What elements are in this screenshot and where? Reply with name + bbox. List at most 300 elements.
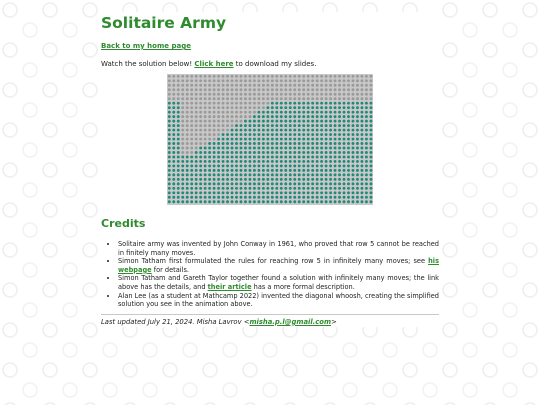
board-peg xyxy=(352,155,355,158)
board-peg xyxy=(248,142,251,145)
board-hole xyxy=(177,97,180,100)
credit-text: Simon Tatham and Gareth Taylor together found a solution with infinitely many moves; the link above has the details, and xyxy=(118,274,439,291)
board-peg xyxy=(369,138,372,141)
board-peg xyxy=(208,200,211,203)
board-peg xyxy=(316,124,319,127)
board-hole xyxy=(199,97,202,100)
board-peg xyxy=(262,182,265,185)
board-peg xyxy=(199,178,202,181)
board-hole xyxy=(217,102,220,105)
download-slides-link[interactable]: Click here xyxy=(194,60,234,68)
board-peg xyxy=(208,187,211,190)
board-peg xyxy=(199,173,202,176)
board-peg xyxy=(172,151,175,154)
board-peg xyxy=(257,138,260,141)
board-peg xyxy=(257,169,260,172)
board-peg xyxy=(280,124,283,127)
board-peg xyxy=(338,182,341,185)
board-peg xyxy=(253,182,256,185)
board-hole xyxy=(360,79,363,82)
board-peg xyxy=(186,178,189,181)
board-peg xyxy=(298,160,301,163)
board-hole xyxy=(262,88,265,91)
board-hole xyxy=(168,93,171,96)
board-hole xyxy=(298,75,301,78)
board-hole xyxy=(181,84,184,87)
board-hole xyxy=(181,75,184,78)
board-peg xyxy=(320,124,323,127)
board-peg xyxy=(302,178,305,181)
board-hole xyxy=(231,124,234,127)
board-peg xyxy=(172,102,175,105)
board-peg xyxy=(226,147,229,150)
board-hole xyxy=(257,102,260,105)
board-peg xyxy=(190,191,193,194)
board-peg xyxy=(352,147,355,150)
board-peg xyxy=(240,160,243,163)
board-peg xyxy=(311,133,314,136)
board-hole xyxy=(329,93,332,96)
board-peg xyxy=(320,120,323,123)
credit-item xyxy=(118,274,439,291)
board-peg xyxy=(248,120,251,123)
board-peg xyxy=(289,164,292,167)
board-peg xyxy=(213,187,216,190)
board-peg xyxy=(284,178,287,181)
board-hole xyxy=(316,93,319,96)
board-peg xyxy=(231,133,234,136)
board-hole xyxy=(244,84,247,87)
board-peg xyxy=(253,142,256,145)
board-peg xyxy=(168,187,171,190)
board-peg xyxy=(177,160,180,163)
board-peg xyxy=(365,120,368,123)
board-peg xyxy=(311,160,314,163)
board-peg xyxy=(316,164,319,167)
board-peg xyxy=(343,129,346,132)
board-peg xyxy=(365,124,368,127)
board-hole xyxy=(248,111,251,114)
board-hole xyxy=(248,102,251,105)
board-peg xyxy=(240,138,243,141)
board-hole xyxy=(190,111,193,114)
board-hole xyxy=(195,75,198,78)
board-hole xyxy=(280,88,283,91)
board-peg xyxy=(262,147,265,150)
board-hole xyxy=(213,97,216,100)
board-hole xyxy=(244,115,247,118)
board-hole xyxy=(222,93,225,96)
board-peg xyxy=(316,191,319,194)
board-peg xyxy=(302,142,305,145)
board-peg xyxy=(253,138,256,141)
board-peg xyxy=(343,138,346,141)
board-peg xyxy=(365,142,368,145)
board-peg xyxy=(338,133,341,136)
board-hole xyxy=(266,97,269,100)
board-hole xyxy=(257,88,260,91)
board-peg xyxy=(217,160,220,163)
board-peg xyxy=(177,191,180,194)
board-peg xyxy=(235,200,238,203)
board-peg xyxy=(199,147,202,150)
board-hole xyxy=(266,88,269,91)
board-peg xyxy=(177,120,180,123)
board-peg xyxy=(338,164,341,167)
board-hole xyxy=(213,115,216,118)
board-hole xyxy=(181,142,184,145)
board-hole xyxy=(195,111,198,114)
board-peg xyxy=(235,191,238,194)
board-peg xyxy=(369,187,372,190)
board-peg xyxy=(172,124,175,127)
board-peg xyxy=(320,160,323,163)
board-hole xyxy=(266,75,269,78)
board-peg xyxy=(280,142,283,145)
board-peg xyxy=(240,129,243,132)
board-peg xyxy=(231,173,234,176)
board-peg xyxy=(356,151,359,154)
board-peg xyxy=(289,182,292,185)
board-peg xyxy=(172,155,175,158)
board-hole xyxy=(235,97,238,100)
board-hole xyxy=(320,93,323,96)
board-peg xyxy=(347,187,350,190)
board-peg xyxy=(244,178,247,181)
board-peg xyxy=(334,124,337,127)
board-peg xyxy=(231,196,234,199)
board-peg xyxy=(257,173,260,176)
board-peg xyxy=(244,129,247,132)
board-peg xyxy=(293,178,296,181)
board-peg xyxy=(338,173,341,176)
board-hole xyxy=(316,79,319,82)
email-link[interactable]: misha.p.l@gmail.com xyxy=(249,317,332,326)
board-peg xyxy=(168,147,171,150)
board-peg xyxy=(199,191,202,194)
board-peg xyxy=(325,196,328,199)
board-peg xyxy=(172,120,175,123)
board-peg xyxy=(190,187,193,190)
board-peg xyxy=(213,200,216,203)
board-peg xyxy=(338,102,341,105)
board-peg xyxy=(307,106,310,109)
board-peg xyxy=(338,178,341,181)
board-hole xyxy=(240,93,243,96)
board-peg xyxy=(275,187,278,190)
board-hole xyxy=(199,115,202,118)
board-hole xyxy=(275,93,278,96)
board-hole xyxy=(266,93,269,96)
board-peg xyxy=(360,133,363,136)
board-peg xyxy=(271,191,274,194)
board-peg xyxy=(311,120,314,123)
board-peg xyxy=(284,173,287,176)
board-hole xyxy=(222,102,225,105)
board-peg xyxy=(253,196,256,199)
board-peg xyxy=(172,115,175,118)
board-peg xyxy=(311,178,314,181)
board-hole xyxy=(199,129,202,132)
board-peg xyxy=(320,191,323,194)
board-peg xyxy=(262,115,265,118)
board-peg xyxy=(168,178,171,181)
board-peg xyxy=(325,147,328,150)
board-peg xyxy=(213,142,216,145)
board-peg xyxy=(356,124,359,127)
board-peg xyxy=(329,106,332,109)
board-hole xyxy=(217,88,220,91)
board-peg xyxy=(334,129,337,132)
board-hole xyxy=(217,93,220,96)
board-hole xyxy=(217,124,220,127)
board-hole xyxy=(222,106,225,109)
board-peg xyxy=(222,160,225,163)
board-peg xyxy=(307,102,310,105)
board-hole xyxy=(195,88,198,91)
board-peg xyxy=(298,151,301,154)
board-peg xyxy=(334,151,337,154)
board-peg xyxy=(369,142,372,145)
board-peg xyxy=(284,191,287,194)
board-peg xyxy=(231,200,234,203)
board-hole xyxy=(195,102,198,105)
board-hole xyxy=(181,88,184,91)
board-peg xyxy=(360,200,363,203)
board-hole xyxy=(177,75,180,78)
board-peg xyxy=(338,160,341,163)
board-peg xyxy=(222,138,225,141)
board-peg xyxy=(262,142,265,145)
board-peg xyxy=(369,106,372,109)
board-peg xyxy=(360,124,363,127)
board-peg xyxy=(298,111,301,114)
board-hole xyxy=(356,88,359,91)
board-hole xyxy=(213,88,216,91)
board-peg xyxy=(226,200,229,203)
board-peg xyxy=(172,187,175,190)
board-hole xyxy=(208,106,211,109)
board-hole xyxy=(235,84,238,87)
board-peg xyxy=(217,196,220,199)
board-peg xyxy=(311,196,314,199)
board-hole xyxy=(217,115,220,118)
board-peg xyxy=(168,129,171,132)
board-peg xyxy=(293,120,296,123)
board-hole xyxy=(168,84,171,87)
board-peg xyxy=(320,169,323,172)
board-peg xyxy=(284,182,287,185)
board-hole xyxy=(190,102,193,105)
board-hole xyxy=(213,102,216,105)
board-hole xyxy=(208,79,211,82)
board-peg xyxy=(280,187,283,190)
board-peg xyxy=(262,124,265,127)
board-peg xyxy=(352,191,355,194)
board-hole xyxy=(181,138,184,141)
board-peg xyxy=(298,187,301,190)
board-hole xyxy=(195,93,198,96)
board-hole xyxy=(199,102,202,105)
board-peg xyxy=(369,164,372,167)
board-peg xyxy=(257,182,260,185)
board-peg xyxy=(311,173,314,176)
board-hole xyxy=(352,75,355,78)
board-hole xyxy=(275,97,278,100)
board-peg xyxy=(235,178,238,181)
credit-text: Simon Tatham first formulated the rules for reaching row 5 in infinitely many moves; see xyxy=(118,257,429,266)
board-hole xyxy=(302,75,305,78)
board-peg xyxy=(168,191,171,194)
board-peg xyxy=(253,160,256,163)
board-peg xyxy=(289,120,292,123)
board-hole xyxy=(222,88,225,91)
board-peg xyxy=(347,182,350,185)
board-hole xyxy=(190,79,193,82)
board-peg xyxy=(347,155,350,158)
board-peg xyxy=(298,191,301,194)
board-hole xyxy=(168,88,171,91)
board-peg xyxy=(235,155,238,158)
board-peg xyxy=(213,182,216,185)
board-hole xyxy=(293,84,296,87)
board-peg xyxy=(213,169,216,172)
board-peg xyxy=(298,120,301,123)
board-peg xyxy=(325,178,328,181)
board-peg xyxy=(271,102,274,105)
board-peg xyxy=(244,182,247,185)
board-hole xyxy=(266,102,269,105)
board-peg xyxy=(262,111,265,114)
board-peg xyxy=(316,133,319,136)
board-hole xyxy=(235,106,238,109)
board-peg xyxy=(181,182,184,185)
board-peg xyxy=(347,106,350,109)
board-peg xyxy=(329,120,332,123)
board-peg xyxy=(307,191,310,194)
board-peg xyxy=(253,124,256,127)
board-peg xyxy=(280,102,283,105)
board-hole xyxy=(302,93,305,96)
board-hole xyxy=(347,84,350,87)
board-peg xyxy=(280,129,283,132)
board-hole xyxy=(186,120,189,123)
board-hole xyxy=(199,75,202,78)
board-peg xyxy=(334,169,337,172)
board-peg xyxy=(334,106,337,109)
board-peg xyxy=(320,182,323,185)
board-peg xyxy=(347,200,350,203)
board-hole xyxy=(253,97,256,100)
board-peg xyxy=(275,147,278,150)
credits-list xyxy=(101,240,439,309)
board-peg xyxy=(177,178,180,181)
board-peg xyxy=(262,138,265,141)
home-link[interactable]: Back to my home page xyxy=(101,42,191,50)
board-peg xyxy=(186,187,189,190)
board-peg xyxy=(280,138,283,141)
board-peg xyxy=(365,196,368,199)
board-peg xyxy=(343,182,346,185)
board-hole xyxy=(226,79,229,82)
board-hole xyxy=(280,75,283,78)
board-peg xyxy=(307,133,310,136)
board-peg xyxy=(204,178,207,181)
board-peg xyxy=(356,169,359,172)
board-hole xyxy=(177,79,180,82)
board-peg xyxy=(168,169,171,172)
board-hole xyxy=(217,97,220,100)
board-peg xyxy=(257,142,260,145)
board-hole xyxy=(204,133,207,136)
board-peg xyxy=(262,164,265,167)
board-peg xyxy=(204,173,207,176)
board-peg xyxy=(334,111,337,114)
board-peg xyxy=(244,187,247,190)
credit-text: Solitaire army was invented by John Conway in 1961, who proved that row 5 cannot be reached in finitely many moves. xyxy=(118,240,439,257)
board-peg xyxy=(343,133,346,136)
board-peg xyxy=(199,155,202,158)
board-peg xyxy=(204,164,207,167)
board-peg xyxy=(226,178,229,181)
board-hole xyxy=(320,75,323,78)
board-peg xyxy=(369,133,372,136)
board-hole xyxy=(338,93,341,96)
board-peg xyxy=(316,147,319,150)
tatham-webpage-link[interactable]: his webpage xyxy=(118,257,439,274)
board-peg xyxy=(356,187,359,190)
board-peg xyxy=(369,200,372,203)
footer-close: > xyxy=(331,317,337,326)
board-peg xyxy=(271,115,274,118)
board-peg xyxy=(271,196,274,199)
board-peg xyxy=(257,191,260,194)
board-peg xyxy=(302,155,305,158)
board-hole xyxy=(222,124,225,127)
board-hole xyxy=(186,88,189,91)
board-peg xyxy=(356,142,359,145)
board-peg xyxy=(168,173,171,176)
board-peg xyxy=(360,138,363,141)
board-peg xyxy=(231,147,234,150)
board-peg xyxy=(325,124,328,127)
board-hole xyxy=(257,79,260,82)
board-hole xyxy=(275,75,278,78)
board-peg xyxy=(289,138,292,141)
board-peg xyxy=(284,111,287,114)
board-peg xyxy=(311,191,314,194)
board-peg xyxy=(217,178,220,181)
board-hole xyxy=(240,106,243,109)
board-peg xyxy=(352,169,355,172)
board-peg xyxy=(347,138,350,141)
article-link[interactable]: their article xyxy=(207,282,252,291)
board-peg xyxy=(311,182,314,185)
credit-text: Alan Lee (as a student at Mathcamp 2022) invented the diagonal whoosh, creating the simplified solution you see in the animation above. xyxy=(118,291,439,309)
board-hole xyxy=(190,124,193,127)
board-hole xyxy=(293,97,296,100)
board-peg xyxy=(248,151,251,154)
board-peg xyxy=(204,147,207,150)
board-peg xyxy=(293,151,296,154)
board-peg xyxy=(186,191,189,194)
board-peg xyxy=(266,196,269,199)
board-peg xyxy=(208,196,211,199)
board-peg xyxy=(289,160,292,163)
board-peg xyxy=(240,173,243,176)
board-peg xyxy=(231,129,234,132)
board-peg xyxy=(343,111,346,114)
